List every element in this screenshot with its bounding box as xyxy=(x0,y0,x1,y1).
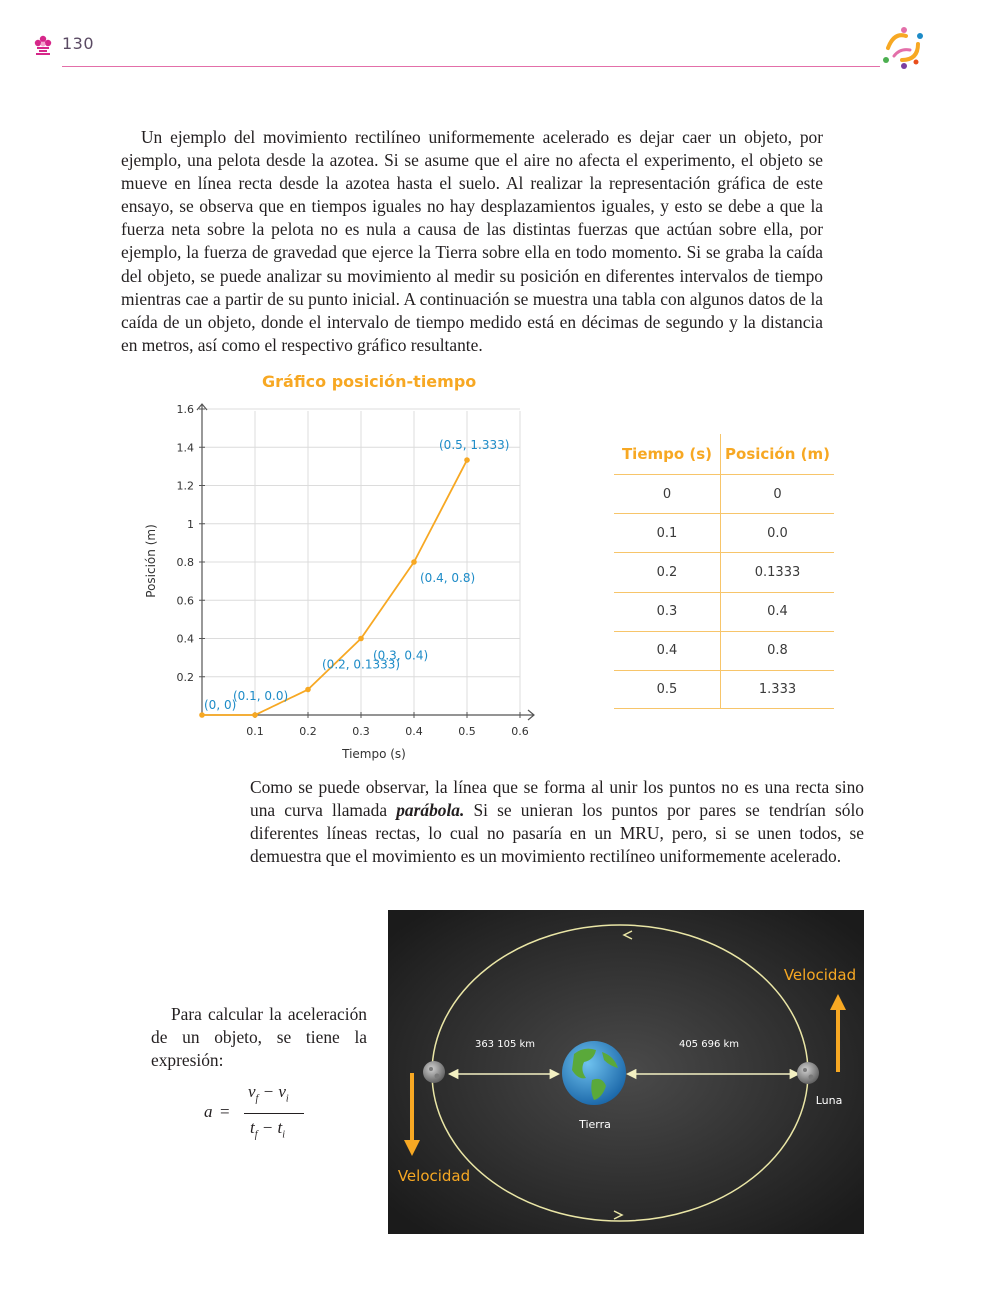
parabola-term: parábola. xyxy=(396,800,465,821)
flower-icon xyxy=(33,34,53,56)
data-point xyxy=(464,457,470,463)
earth-icon xyxy=(562,1041,626,1105)
data-point-label: (0.1, 0.0) xyxy=(233,689,289,703)
data-point-label: (0, 0) xyxy=(204,698,237,712)
mru-abbreviation: MRU xyxy=(619,823,660,844)
moon-label: Luna xyxy=(815,1094,843,1107)
chart-title: Gráfico posición-tiempo xyxy=(262,372,477,391)
position-time-chart xyxy=(140,396,540,768)
table-cell-position: 1.333 xyxy=(720,671,834,708)
page-header xyxy=(0,0,986,80)
moon-icon-right xyxy=(797,1062,819,1084)
table-row xyxy=(614,513,834,552)
table-cell-position: 0.8 xyxy=(720,632,834,670)
y-tick-label: 1.6 xyxy=(176,403,194,416)
table-cell-time: 0.3 xyxy=(656,604,678,620)
table-row xyxy=(614,631,834,670)
velocity-label-top: Velocidad xyxy=(783,966,857,984)
table-row xyxy=(614,552,834,591)
table-header-row xyxy=(614,434,834,474)
earth-label: Tierra xyxy=(579,1118,611,1131)
table-header-position: Posición (m) xyxy=(720,434,834,474)
x-tick-label: 0.3 xyxy=(352,725,370,738)
data-point xyxy=(411,559,417,565)
data-point xyxy=(358,636,364,642)
data-table xyxy=(614,434,834,709)
formula-numerator: $v_f - v_i$ xyxy=(248,1082,289,1105)
page-number: 130 xyxy=(62,34,95,53)
table-cell-time: 0.5 xyxy=(656,682,678,698)
table-row xyxy=(614,592,834,631)
y-tick-label: 0.6 xyxy=(176,594,194,608)
table-cell-position: 0.0 xyxy=(720,514,834,552)
y-tick-label: 0.4 xyxy=(176,632,194,646)
data-point xyxy=(305,687,311,693)
acceleration-formula xyxy=(200,1082,320,1148)
intro-paragraph: Un ejemplo del movimiento rectilíneo uniformemente acelerado es dejar caer un objeto, por ejemplo, una pelota desde la azotea. Si se asume que el aire no afecta el experimento, el objeto se mueve en línea recta desde la azotea hasta el suelo. Al realizar la representación gráfica de este ensayo, se observa que en tiempos iguales no hay desplazamientos iguales, y esto se debe a que la fuerza neta sobre la pelota no es nula a causa de las distintas fuerzas que actúan sobre ella, por ejemplo, la fuerza de gravedad que ejerce la Tierra sobre ella en todo momento. Si se graba la caída del objeto, se puede analizar su movimiento al medir su posición en diferentes intervalos de tiempo mientras cae a partir de su punto inicial. A continuación se muestra una tabla con algunos datos de la caída de un objeto, donde el intervalo de tiempo medido está en décimas de segundo y la distancia en metros, así como el respectivo gráfico resultante. xyxy=(121,127,823,355)
velocity-label-bottom: Velocidad xyxy=(397,1167,471,1185)
formula-lhs: a xyxy=(204,1102,213,1121)
header-rule xyxy=(62,66,880,67)
distance-right-label: 405 696 km xyxy=(678,1039,740,1050)
x-axis-label: Tiempo (s) xyxy=(342,747,406,761)
data-point-label: (0.2, 0.1333) xyxy=(322,657,401,672)
formula-equals: = xyxy=(220,1102,230,1121)
y-tick-label: 1 xyxy=(187,517,194,531)
moon-orbit-figure xyxy=(388,910,864,1234)
table-row xyxy=(614,670,834,709)
formula-denominator: $t_f - t_i$ xyxy=(250,1118,286,1141)
acceleration-note: Para calcular la aceleración de un objeto, se tiene la expresión: xyxy=(151,1004,367,1071)
table-cell-time: 0.4 xyxy=(656,643,678,659)
table-cell-time: 0.1 xyxy=(656,525,678,541)
table-cell-time: 0 xyxy=(662,486,672,502)
fraction-bar xyxy=(244,1113,304,1114)
y-tick-label: 1.4 xyxy=(176,441,194,455)
paragraph-text: Si se unieran los puntos por pares se tendrían sólo diferentes líneas rectas, lo cual no pasaría en un xyxy=(250,800,864,844)
moon-icon-left xyxy=(423,1061,445,1083)
data-point-label: (0.3, 0.4) xyxy=(373,648,429,663)
table-cell-position: 0 xyxy=(720,475,834,513)
y-tick-label: 0.2 xyxy=(176,670,194,684)
table-header-time: Tiempo (s) xyxy=(621,445,713,463)
table-cell-position: 0.4 xyxy=(720,593,834,631)
y-tick-label: 1.2 xyxy=(176,479,194,493)
data-point-label: (0.4, 0.8) xyxy=(420,571,476,585)
x-tick-label: 0.2 xyxy=(299,725,317,738)
data-point xyxy=(199,712,205,718)
data-point xyxy=(252,712,258,718)
x-tick-label: 0.4 xyxy=(405,725,423,738)
distance-left-label: 363 105 km xyxy=(474,1039,536,1050)
y-tick-label: 0.8 xyxy=(176,556,194,569)
figure-background xyxy=(388,910,864,1234)
x-tick-label: 0.6 xyxy=(511,725,529,738)
y-axis-label: Posición (m) xyxy=(144,524,158,598)
parabola-paragraph xyxy=(250,776,864,868)
figures-logo-icon xyxy=(880,26,926,70)
table-cell-time: 0.2 xyxy=(656,564,678,580)
paragraph-text: , pero, si se unen todos, se demuestra que el movimiento es un movimiento rectilíneo uniformemente acelerado. xyxy=(250,823,865,867)
paragraph-text: Como se puede observar, la línea que se forma al unir los puntos no es una recta sino una curva llamada xyxy=(250,777,864,821)
data-point-label: (0.5, 1.333) xyxy=(439,438,510,453)
x-tick-label: 0.5 xyxy=(458,725,476,738)
table-cell-position: 0.1333 xyxy=(720,553,834,591)
table-row xyxy=(614,474,834,513)
x-tick-label: 0.1 xyxy=(246,725,264,738)
